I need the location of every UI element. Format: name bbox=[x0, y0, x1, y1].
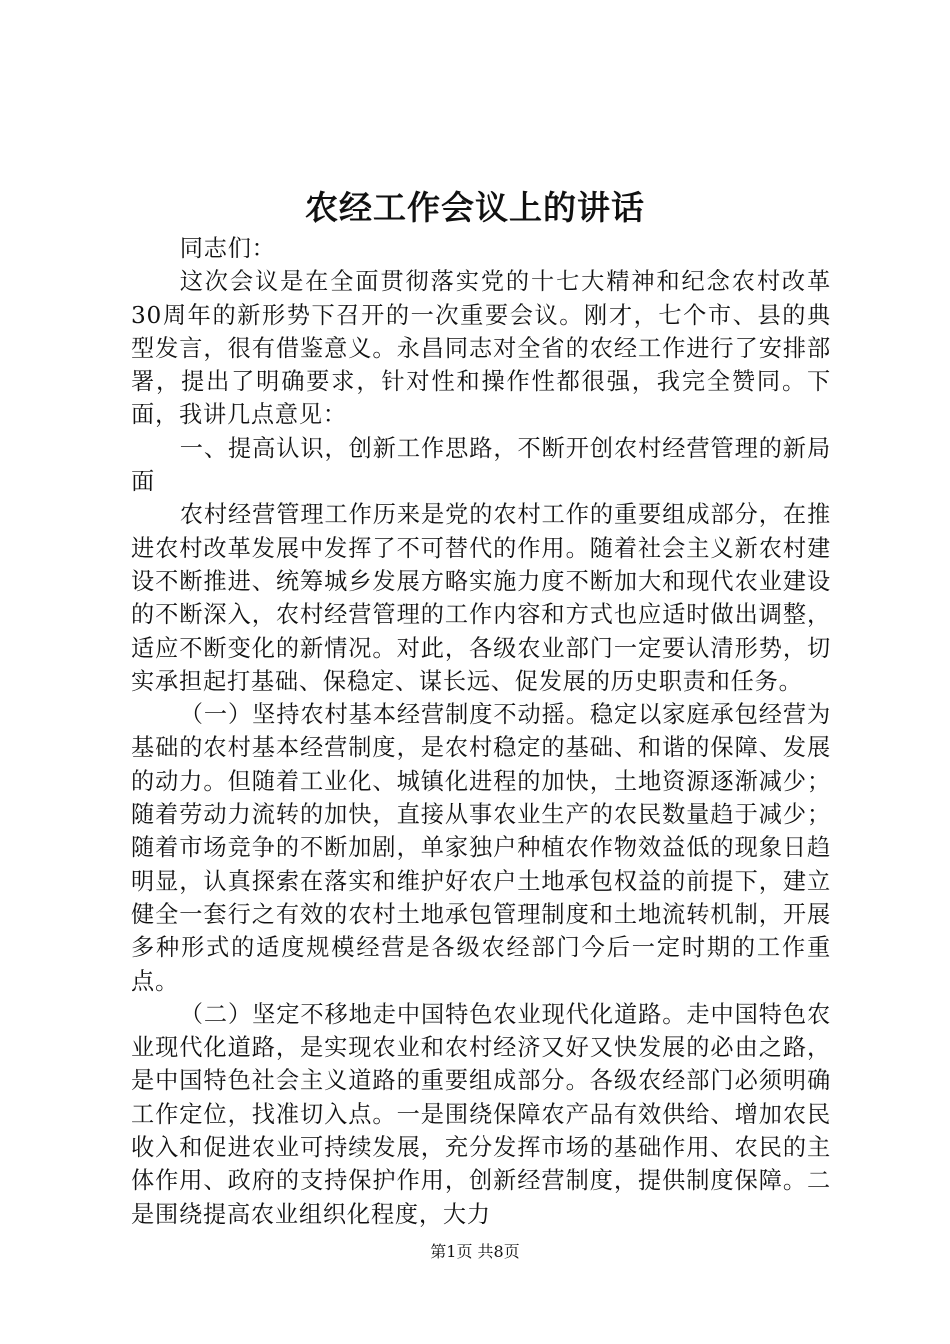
intro-paragraph: 这次会议是在全面贯彻落实党的十七大精神和纪念农村改革30周年的新形势下召开的一次重要会议。刚才，七个市、县的典型发言，很有借鉴意义。永昌同志对全省的农经工作进行了安排部署，提出了明确要求，针对性和操作性都很强，我完全赞同。下面，我讲几点意见： bbox=[131, 268, 831, 429]
section-heading-1: 一、提高认识，创新工作思路，不断开创农村经营管理的新局面 bbox=[131, 434, 831, 496]
document-title: 农经工作会议上的讲话 bbox=[305, 188, 645, 227]
document-body bbox=[131, 232, 831, 1231]
body-paragraph: 农村经营管理工作历来是党的农村工作的重要组成部分，在推进农村改革发展中发挥了不可替代的作用。随着社会主义新农村建设不断推进、统筹城乡发展方略实施力度不断加大和现代农业建设的不断深入，农村经营管理的工作内容和方式也应适时做出调整，适应不断变化的新情况。对此，各级农业部门一定要认清形势，切实承担起打基础、保稳定、谋长远、促发展的历史职责和任务。 bbox=[131, 501, 831, 695]
salutation-paragraph: 同志们： bbox=[179, 235, 276, 262]
subsection-paragraph-2: （二）坚定不移地走中国特色农业现代化道路。走中国特色农业现代化道路，是实现农业和农村经济又好又快发展的必由之路，是中国特色社会主义道路的重要组成部分。各级农经部门必须明确工作定位，找准切入点。一是围绕保障农产品有效供给、增加农民收入和促进农业可持续发展，充分发挥市场的基础作用、农民的主体作用、政府的支持保护作用，创新经营制度，提供制度保障。二是围绕提高农业组织化程度，大力 bbox=[131, 1000, 831, 1228]
page-footer: 第1页 共8页 bbox=[430, 1242, 520, 1261]
subsection-paragraph-1: （一）坚持农村基本经营制度不动摇。稳定以家庭承包经营为基础的农村基本经营制度，是农村稳定的基础、和谐的保障、发展的动力。但随着工业化、城镇化进程的加快，土地资源逐渐减少；随着劳动力流转的加快，直接从事农业生产的农民数量趋于减少；随着市场竞争的不断加剧，单家独户种植农作物效益低的现象日趋明显，认真探索在落实和维护好农户土地承包权益的前提下，建立健全一套行之有效的农村土地承包管理制度和土地流转机制，开展多种形式的适度规模经营是各级农经部门今后一定时期的工作重点。 bbox=[131, 701, 831, 995]
